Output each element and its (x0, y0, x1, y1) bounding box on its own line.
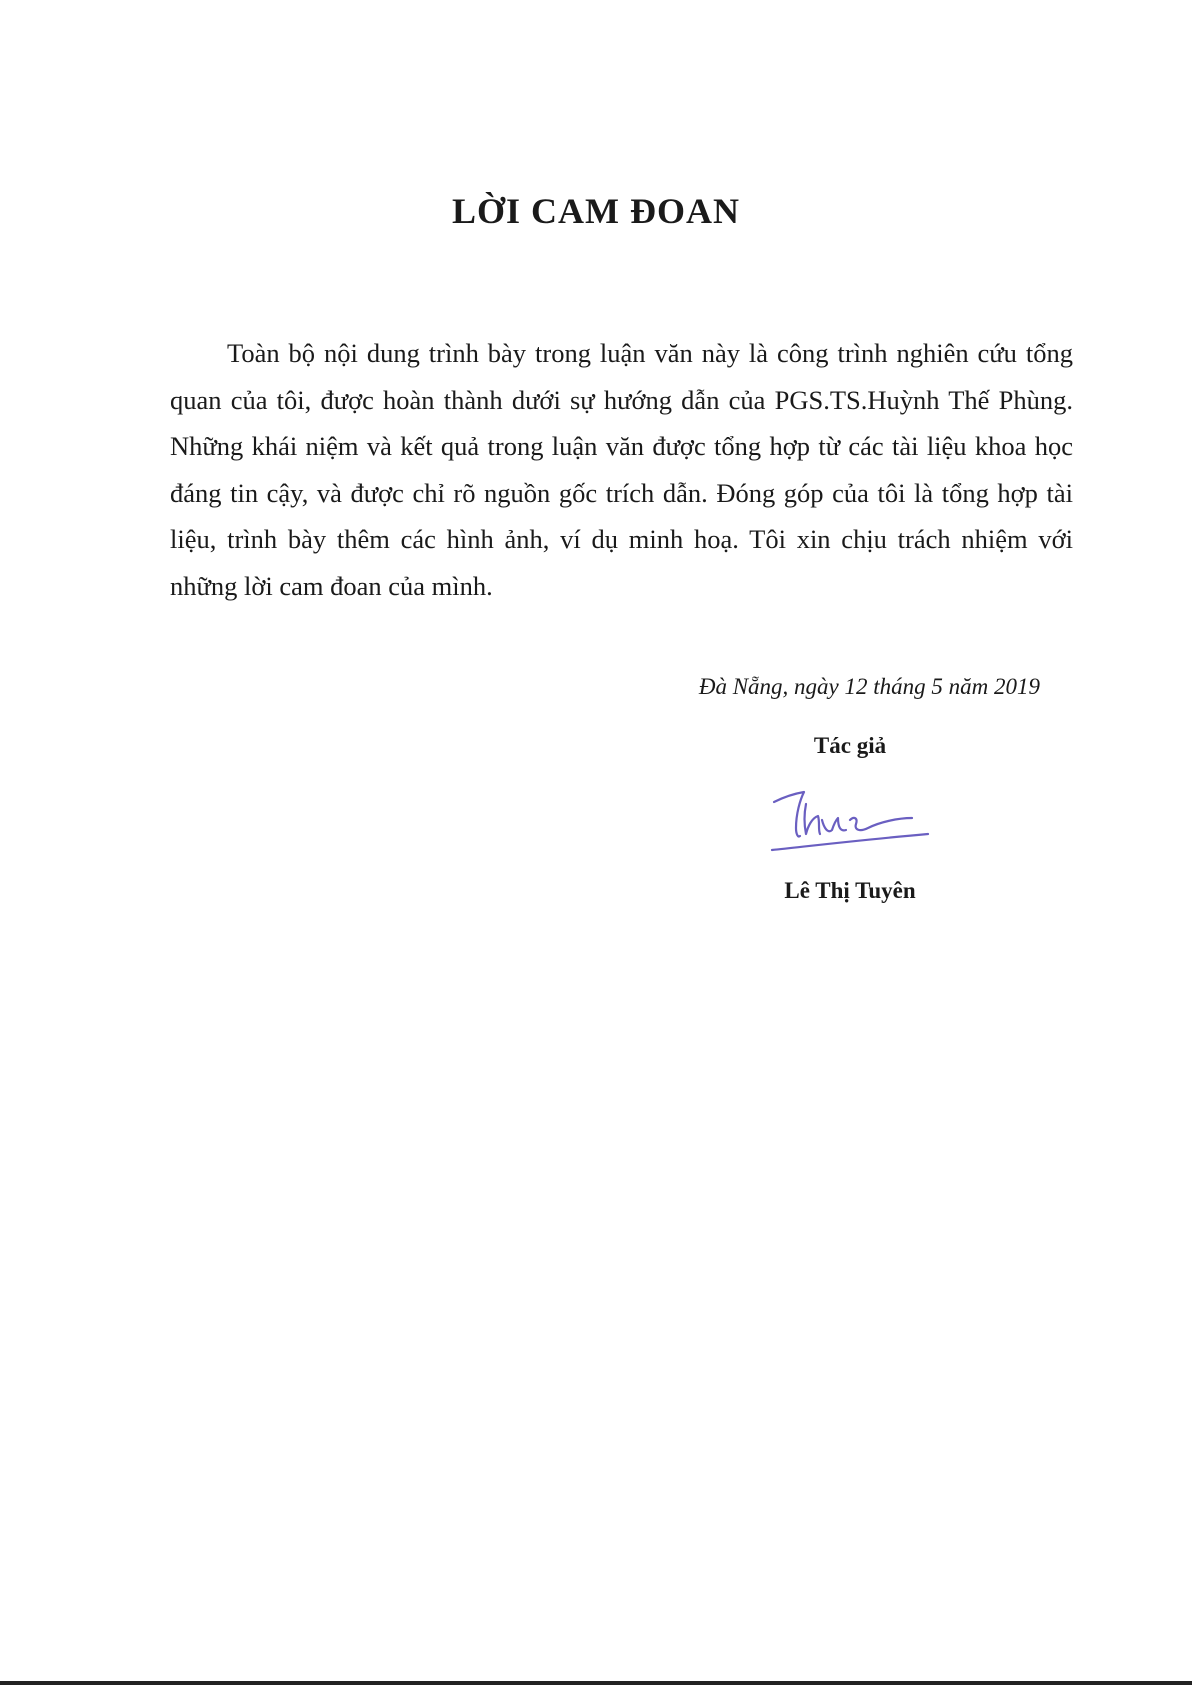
page-bottom-border (0, 1681, 1192, 1685)
date-place-line: Đà Nẵng, ngày 12 tháng 5 năm 2019 (698, 674, 1040, 699)
author-role-label: Tác giả (813, 733, 887, 758)
handwritten-signature (760, 780, 940, 860)
author-name: Lê Thị Tuyên (784, 878, 916, 903)
declaration-paragraph: Toàn bộ nội dung trình bày trong luận văn này là công trình nghiên cứu tổng quan của tôi, được hoàn thành dưới sự hướng dẫn của PGS.TS.Huỳnh Thế Phùng. Những khái niệm và kết quả trong luận văn được tổng hợp từ các tài liệu khoa học đáng tin cậy, và được chỉ rõ nguồn gốc trích dẫn. Đóng góp của tôi là tổng hợp tài liệu, trình bày thêm các hình ảnh, ví dụ minh hoạ. Tôi xin chịu trách nhiệm với những lời cam đoan của mình. (170, 338, 1073, 601)
page-title: LỜI CAM ĐOAN (452, 191, 740, 231)
